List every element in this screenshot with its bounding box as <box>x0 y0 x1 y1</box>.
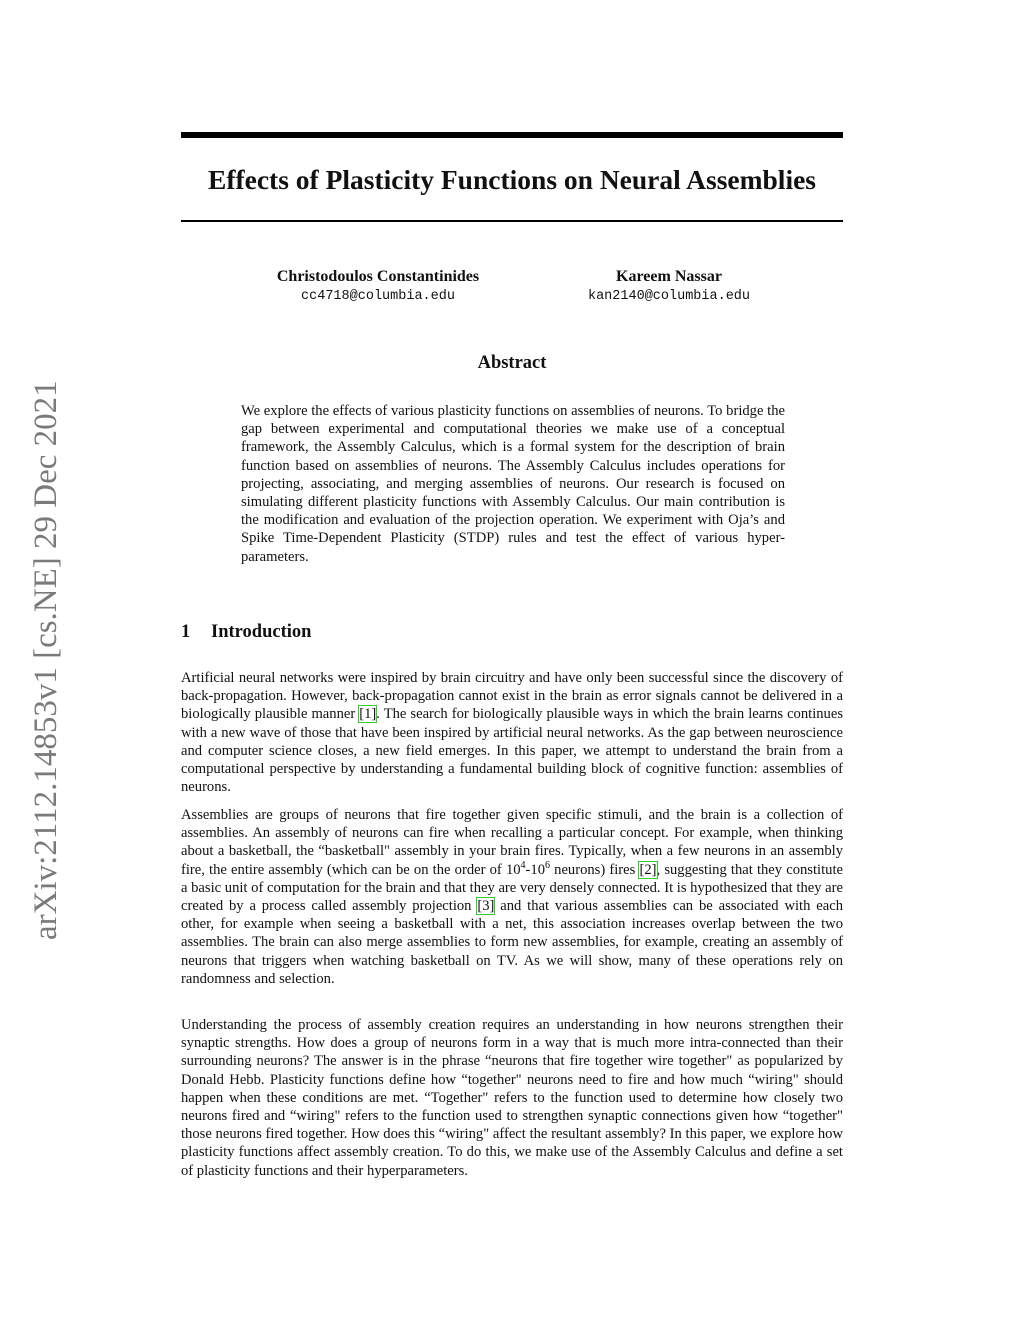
intro-paragraph-1 <box>181 669 843 796</box>
text-run: . The search for biologically plausible ways in which the brain learns continues with a new wave of those that have been inspired by artificial neural networks. As the gap between neuroscience and computer science closes, a new field emerges. In this paper, we attempt to understand the brain from a computational perspective by understanding a fundamental building block of cognitive function: assemblies of neurons. <box>181 706 843 796</box>
text-run: Artificial neural networks were inspired by brain circuitry and have only been successful since the discovery of back-propagation. However, back-propagation cannot exist in the brain as error signals cannot be delivered in a biologically plausible manner <box>181 670 843 723</box>
arxiv-identifier-stamp: arXiv:2112.14853v1 [cs.NE] 29 Dec 2021 <box>28 380 64 940</box>
math-base: 10 <box>505 861 521 878</box>
math-exponent: 6 <box>545 859 550 871</box>
author-block-1 <box>248 266 508 306</box>
text-run: neurons) fires <box>550 861 640 878</box>
citation-link-3[interactable]: [3] <box>477 898 495 915</box>
text-run: , suggesting that they constitute a basic unit of computation for the brain and that they are very densely connected. It is hypothesized that they are created by a process called assembly projection <box>181 861 843 915</box>
math-exponent: 4 <box>520 859 526 871</box>
section-heading-introduction <box>181 620 311 644</box>
citation-link-2[interactable]: [2] <box>639 861 657 878</box>
math-base: 10 <box>530 861 545 878</box>
section-title: Introduction <box>211 622 312 642</box>
text-run: and that various assemblies can be associated with each other, for example when seeing a basketball with a net, this association increases overlap between the two assemblies. The brain can also merge assemblies to form new assemblies, for example, creating an assembly of neurons that triggers when watching basketball on TV. As we will show, many of these operations rely on randomness and selection. <box>181 898 843 987</box>
math-dash: - <box>525 861 531 878</box>
author-email: kan2140@columbia.edu <box>587 289 751 304</box>
author-block-2 <box>560 266 778 306</box>
intro-paragraph-2 <box>181 806 843 988</box>
citation-link-1[interactable]: [1] <box>359 706 377 723</box>
intro-paragraph-3: Understanding the process of assembly creation requires an understanding in how neurons strengthen their synaptic strengths. How does a group of neurons form in a way that is much more intra-connected than their surrounding neurons? The answer is in the phrase “neurons that fire together wire together" as popularized by Donald Hebb. Plasticity functions define how “together" neurons need to fire and how much “wiring" should happen when these conditions are met. “Together" refers to the function used to determine how closely two neurons fired and “wiring" refers to the function used to strengthen synaptic connections given how “together" those neurons fired together. How does this “wiring" affect the resultant assembly? In this paper, we explore how plasticity functions affect assembly creation. To do this, we make use of the Assembly Calculus and define a set of plasticity functions and their hyperparameters. <box>181 1017 843 1179</box>
author-email: cc4718@columbia.edu <box>301 289 455 304</box>
text-run: Assemblies are groups of neurons that fire together given specific stimuli, and the brain is a collection of assemblies. An assembly of neurons can fire when recalling a particular concept. For example, when thinking about a basketball, the “basketball" assembly in your brain fires. Typically, when a few neurons in an assembly fire, the entire assembly (which can be on the order of <box>181 807 843 878</box>
abstract-body: We explore the effects of various plasticity functions on assemblies of neurons. To bridge the gap between experimental and computational theories we make use of a conceptual framework, the Assembly Calculus, which is a formal system for the description of brain function based on assemblies of neurons. The Assembly Calculus includes operations for projecting, associating, and merging assemblies of neurons. Our research is focused on simulating different plasticity functions with Assembly Calculus. Our main contribution is the modification and evaluation of the projection operation. We experiment with Oja’s and Spike Time-Dependent Plasticity (STDP) rules and test the effect of various hyper-parameters. <box>241 403 785 565</box>
title-bottom-rule <box>181 220 843 222</box>
author-name: Christodoulos Constantinides <box>276 268 480 285</box>
title-top-rule <box>181 132 843 138</box>
author-name: Kareem Nassar <box>616 268 722 285</box>
section-number: 1 <box>181 622 191 642</box>
abstract-heading: Abstract <box>477 353 547 373</box>
paper-title: Effects of Plasticity Functions on Neural Assemblies <box>207 164 816 195</box>
